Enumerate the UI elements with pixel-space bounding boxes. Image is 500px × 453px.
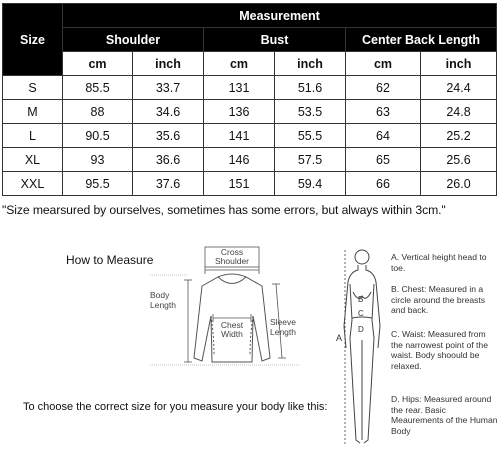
- size-label: XXL: [3, 172, 63, 196]
- table-cell: 35.6: [133, 124, 204, 148]
- chest-width-label-1: Chest: [220, 320, 244, 330]
- table-cell: 25.6: [421, 148, 497, 172]
- legend-a: A. Vertical height head to toe.: [391, 252, 487, 273]
- center-back-length-header: Center Back Length: [346, 28, 497, 52]
- table-cell: 26.0: [421, 172, 497, 196]
- table-cell: 88: [63, 100, 133, 124]
- table-cell: 37.6: [133, 172, 204, 196]
- table-cell: 24.8: [421, 100, 497, 124]
- size-label: XL: [3, 148, 63, 172]
- how-to-measure-title: How to Measure: [66, 253, 154, 267]
- table-cell: 131: [204, 76, 275, 100]
- table-cell: 24.4: [421, 76, 497, 100]
- table-cell: 57.5: [275, 148, 346, 172]
- cross-shoulder-label-2: Shoulder: [214, 256, 250, 266]
- unit-header: inch: [421, 52, 497, 76]
- table-cell: 62: [346, 76, 421, 100]
- table-cell: 34.6: [133, 100, 204, 124]
- marker-a: A: [336, 333, 343, 343]
- unit-header: inch: [133, 52, 204, 76]
- bust-header: Bust: [204, 28, 346, 52]
- measurement-header: Measurement: [63, 4, 497, 28]
- size-label: L: [3, 124, 63, 148]
- table-cell: 36.6: [133, 148, 204, 172]
- table-cell: 53.5: [275, 100, 346, 124]
- table-cell: 136: [204, 100, 275, 124]
- size-label: M: [3, 100, 63, 124]
- cross-shoulder-label-1: Cross: [220, 247, 244, 257]
- marker-b: B: [358, 295, 364, 304]
- table-cell: 90.5: [63, 124, 133, 148]
- how-to-measure-diagram: [0, 240, 500, 453]
- body-length-label-2: Length: [150, 300, 176, 310]
- size-column-header: Size: [3, 4, 63, 76]
- table-row: [3, 100, 497, 124]
- shoulder-header: Shoulder: [63, 28, 204, 52]
- table-cell: 146: [204, 148, 275, 172]
- table-row: [3, 76, 497, 100]
- body-length-label-1: Body: [150, 290, 170, 300]
- table-cell: 64: [346, 124, 421, 148]
- chest-width-label-2: Width: [221, 329, 243, 339]
- legend-d: D. Hips: Measured around the rear. Basic Meaurements of the Human Body: [391, 394, 498, 436]
- table-cell: 65: [346, 148, 421, 172]
- table-cell: 51.6: [275, 76, 346, 100]
- table-cell: 66: [346, 172, 421, 196]
- table-cell: 85.5: [63, 76, 133, 100]
- human-figure: [344, 250, 380, 443]
- table-row: [3, 148, 497, 172]
- size-chart-table: [2, 3, 497, 196]
- legend-b: B. Chest: Measured in a circle around the breasts and back.: [391, 284, 486, 315]
- size-label: S: [3, 76, 63, 100]
- table-row: [3, 172, 497, 196]
- table-cell: 25.2: [421, 124, 497, 148]
- unit-header: cm: [63, 52, 133, 76]
- table-cell: 59.4: [275, 172, 346, 196]
- table-cell: 63: [346, 100, 421, 124]
- table-row: [3, 124, 497, 148]
- table-cell: 33.7: [133, 76, 204, 100]
- unit-header: cm: [204, 52, 275, 76]
- legend-c: C. Waist: Measured from the narrowest point of the waist. Body shoould be relaxed.: [391, 329, 488, 371]
- table-cell: 95.5: [63, 172, 133, 196]
- unit-header: inch: [275, 52, 346, 76]
- measurement-note: "Size mearsured by ourselves, sometimes has some errors, but always within 3cm.": [2, 203, 446, 217]
- table-cell: 141: [204, 124, 275, 148]
- instruction-text: To choose the correct size for you measure your body like this:: [23, 401, 328, 413]
- unit-header: cm: [346, 52, 421, 76]
- table-cell: 151: [204, 172, 275, 196]
- sleeve-length-label-1: Sleeve: [270, 317, 296, 327]
- marker-d: D: [358, 325, 364, 334]
- table-cell: 55.5: [275, 124, 346, 148]
- table-cell: 93: [63, 148, 133, 172]
- marker-c: C: [358, 309, 364, 318]
- sleeve-length-label-2: Length: [270, 327, 296, 337]
